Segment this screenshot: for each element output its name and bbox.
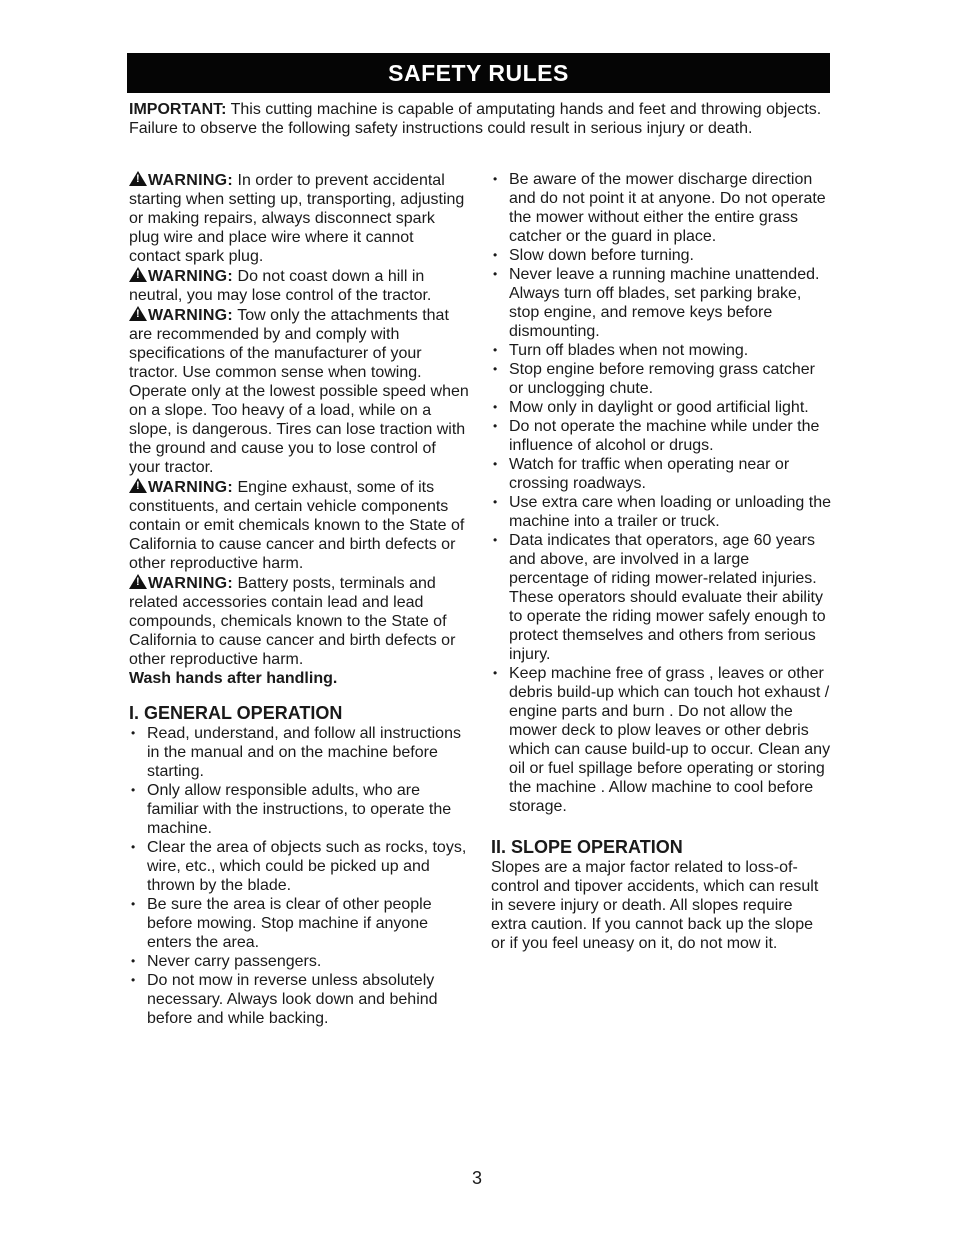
list-item: • Use extra care when loading or unloading the machine into a trailer or truck.: [491, 493, 831, 531]
warning-text: Do not coast down a hill in neutral, you may lose control of the tractor.: [129, 268, 432, 304]
list-item: • Keep machine free of grass , leaves or other debris build-up which can touch hot exhaust / engine parts and burn . Do not allow the mower deck to plow leaves or other debris which can cause build-up to occur. Clean any oil or fuel spillage before operating or storing the machine . Allow machine to cool before storage.: [491, 664, 831, 816]
list-item: • Read, understand, and follow all instructions in the manual and on the machine before starting.: [129, 724, 469, 781]
section-title-banner: SAFETY RULES: [127, 53, 830, 93]
important-label: IMPORTANT:: [129, 101, 227, 118]
right-column: [491, 170, 831, 953]
list-item: • Turn off blades when not mowing.: [491, 341, 831, 360]
warning-label: WARNING:: [148, 479, 234, 496]
warning-triangle-icon: [129, 478, 147, 493]
list-item: • Be aware of the mower discharge direction and do not point it at anyone. Do not operate the mower without either the entire grass catcher or the guard in place.: [491, 170, 831, 246]
page-number: 3: [471, 1168, 482, 1188]
warning-text: Tow only the attachments that are recommended by and comply with specifications of the manufacturer of your tractor. Use common sense when towing. Operate only at the lowest possible speed when on a slope. Too heavy of a load, while on a slope, is dangerous. Tires can lose traction with the ground and cause you to lose control of your tractor.: [129, 307, 469, 476]
warning-label: WARNING:: [148, 268, 234, 285]
warning-text: Engine exhaust, some of its constituents, and certain vehicle components contain or emit chemicals known to the State of California to cause cancer and birth defects or other reproductive harm.: [129, 479, 465, 572]
warning-label: WARNING:: [148, 575, 234, 592]
warning-triangle-icon: [129, 306, 147, 321]
warning-triangle-icon: [129, 574, 147, 589]
general-operation-list-part1: [129, 724, 469, 1028]
warning-triangle-icon: [129, 171, 147, 186]
wash-hands-note: Wash hands after handling.: [129, 670, 338, 687]
left-column: [129, 170, 469, 1028]
list-item: • Data indicates that operators, age 60 years and above, are involved in a large percentage of riding mower-related injuries. These operators should evaluate their ability to operate the riding mower safely enough to protect themselves and others from serious injury.: [491, 531, 831, 664]
warning-label: WARNING:: [148, 307, 234, 324]
list-item: • Be sure the area is clear of other people before mowing. Stop machine if anyone enters the area.: [129, 895, 469, 952]
list-item: • Never carry passengers.: [129, 952, 469, 971]
warning-text: In order to prevent accidental starting when setting up, transporting, adjusting or making repairs, always disconnect spark plug wire and place wire where it cannot contact spark plug.: [129, 172, 465, 265]
warning-block: [129, 305, 469, 477]
list-item: • Never leave a running machine unattended. Always turn off blades, set parking brake, stop engine, and remove keys before dismounting.: [491, 265, 831, 341]
warning-block: [129, 170, 469, 266]
list-item: • Mow only in daylight or good artificial light.: [491, 398, 831, 417]
warning-label: WARNING:: [148, 172, 234, 189]
slope-operation-text: Slopes are a major factor related to loss-of-control and tipover accidents, which can result in severe injury or death. All slopes require extra caution. If you cannot back up the slope or if you feel uneasy on it, do not mow it.: [491, 859, 819, 952]
warning-block: [129, 573, 469, 669]
list-item: • Do not operate the machine while under the influence of alcohol or drugs.: [491, 417, 831, 455]
general-operation-list-part2: [491, 170, 831, 816]
list-item: • Watch for traffic when operating near or crossing roadways.: [491, 455, 831, 493]
important-text: This cutting machine is capable of amputating hands and feet and throwing objects. Failure to observe the following safety instructions could result in serious injury or death.: [129, 101, 822, 137]
general-operation-heading: I. GENERAL OPERATION: [129, 703, 343, 723]
warning-block: [129, 266, 469, 305]
important-notice: [129, 100, 829, 138]
list-item: • Stop engine before removing grass catcher or unclogging chute.: [491, 360, 831, 398]
warning-triangle-icon: [129, 267, 147, 282]
list-item: • Clear the area of objects such as rocks, toys, wire, etc., which could be picked up and thrown by the blade.: [129, 838, 469, 895]
list-item: • Do not mow in reverse unless absolutely necessary. Always look down and behind before and while backing.: [129, 971, 469, 1028]
slope-operation-heading: II. SLOPE OPERATION: [491, 837, 683, 857]
warning-text: Battery posts, terminals and related accessories contain lead and lead compounds, chemicals known to the State of California to cause cancer and birth defects or other reproductive harm.: [129, 575, 456, 668]
list-item: • Slow down before turning.: [491, 246, 831, 265]
warning-block: [129, 477, 469, 573]
list-item: • Only allow responsible adults, who are familiar with the instructions, to operate the machine.: [129, 781, 469, 838]
